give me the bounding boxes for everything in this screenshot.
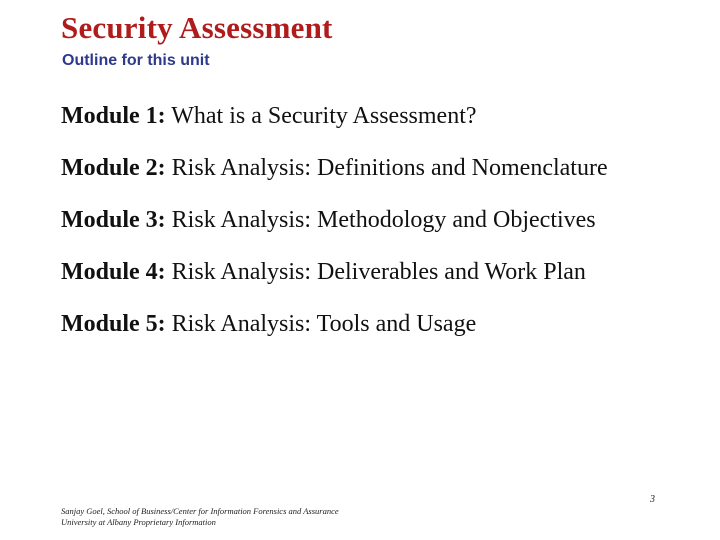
module-title: What is a Security Assessment? — [171, 103, 477, 129]
module-number: Module 2: — [61, 155, 166, 181]
module-title: Risk Analysis: Definitions and Nomenclature — [171, 155, 608, 181]
slide-subtitle: Outline for this unit — [62, 52, 210, 69]
module-item-1 — [61, 96, 608, 148]
module-item-2 — [61, 148, 608, 200]
slide-title: Security Assessment — [61, 10, 333, 45]
footer-proprietary-line: University at Albany Proprietary Information — [61, 517, 216, 527]
module-item-3 — [61, 200, 608, 252]
module-title: Risk Analysis: Deliverables and Work Plan — [171, 259, 586, 285]
module-item-4 — [61, 252, 608, 304]
module-title: Risk Analysis: Tools and Usage — [171, 311, 477, 337]
module-list — [61, 96, 608, 356]
module-number: Module 4: — [61, 259, 166, 285]
footer-author-line: Sanjay Goel, School of Business/Center for Information Forensics and Assurance — [61, 506, 339, 516]
module-title: Risk Analysis: Methodology and Objectives — [171, 207, 596, 233]
module-item-5 — [61, 304, 608, 356]
module-number: Module 5: — [61, 311, 166, 337]
module-number: Module 3: — [61, 207, 166, 233]
page-number: 3 — [650, 494, 655, 505]
module-number: Module 1: — [61, 103, 166, 129]
footer — [61, 506, 339, 528]
